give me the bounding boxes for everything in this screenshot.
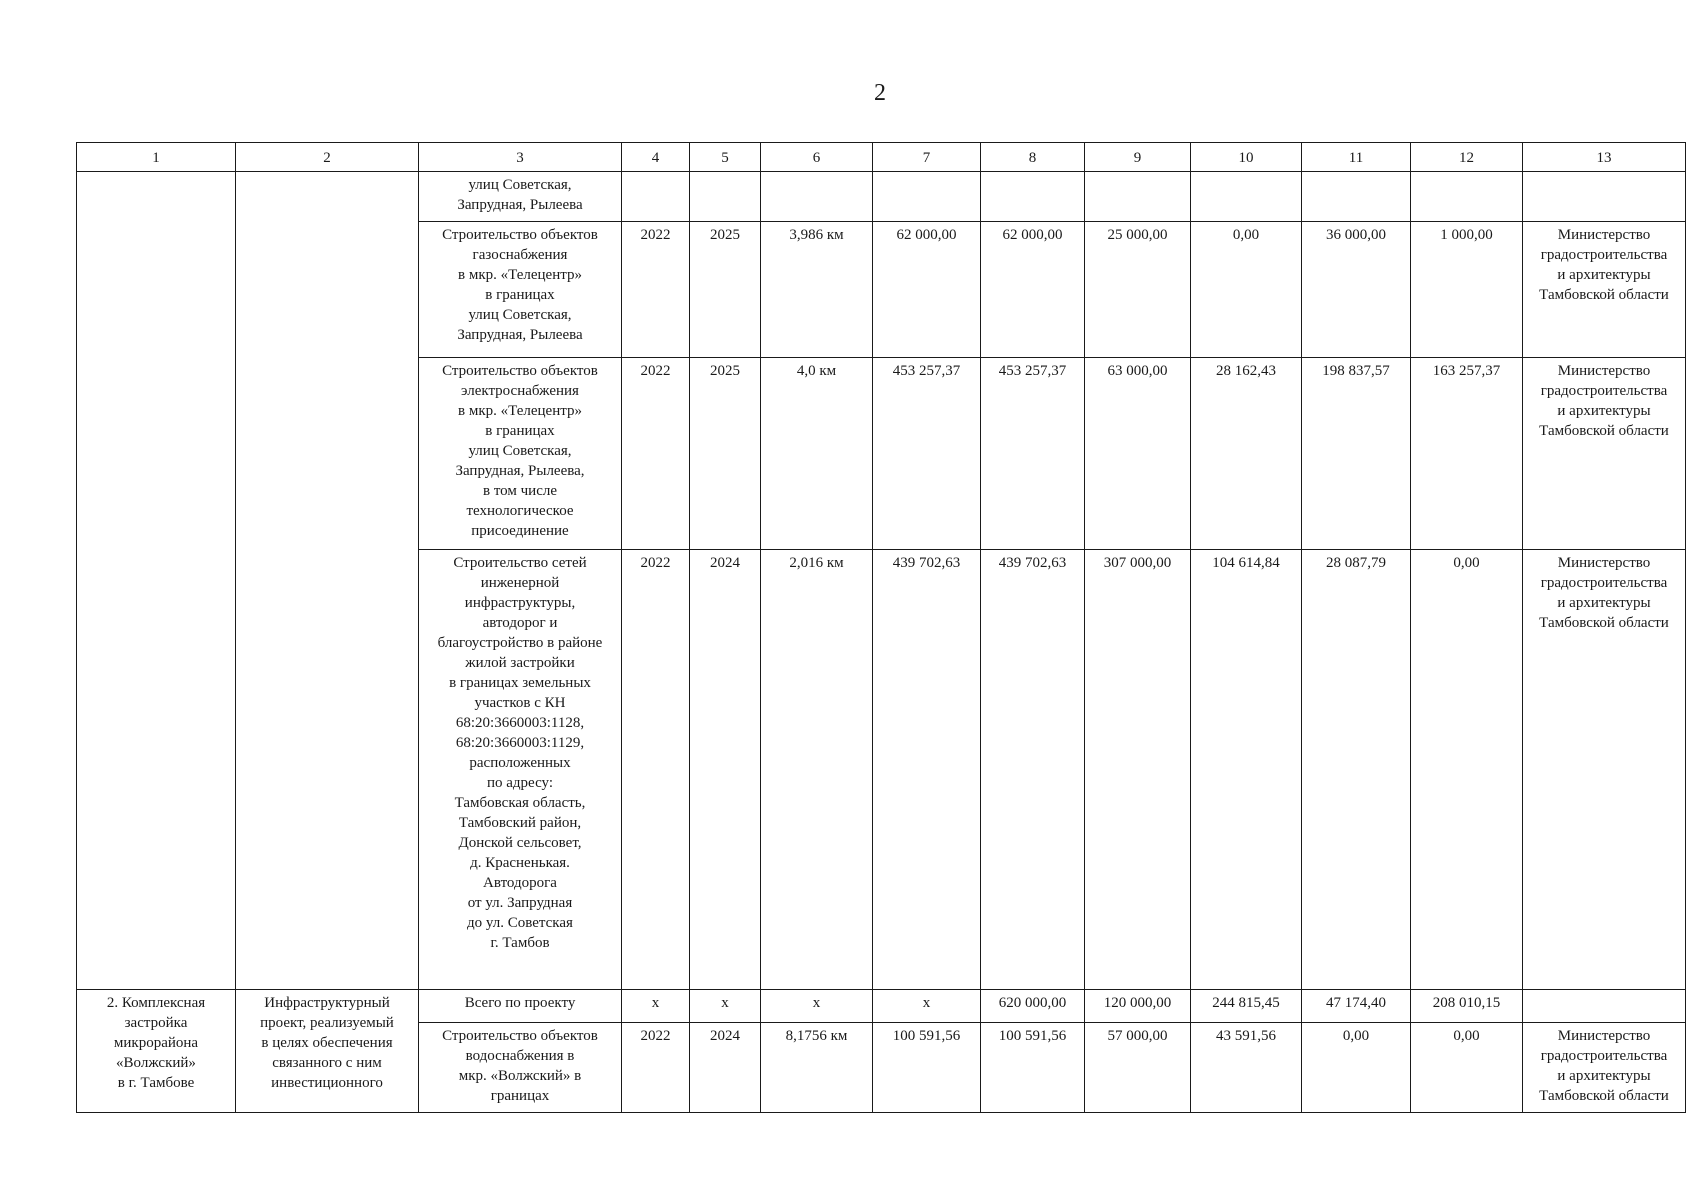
value-cell-c4: x [622,990,690,1023]
value-cell-c7: x [873,990,981,1023]
value-cell-c11: 47 174,40 [1302,990,1411,1023]
cell-line: Тамбовской области [1539,423,1669,439]
header-cell: 10 [1191,143,1302,172]
value-cell-c8: 453 257,37 [981,358,1085,550]
value-cell-c7: 439 702,63 [873,550,981,990]
cell-line: и архитектуры [1557,267,1651,283]
value-cell-c5: 2025 [690,222,761,358]
page-number: 2 [874,80,886,106]
header-cell: 1 [77,143,236,172]
value-cell-c5: 2025 [690,358,761,550]
value-cell-c5 [690,172,761,222]
object-name-cell [419,1023,622,1113]
value-cell-c10: 244 815,45 [1191,990,1302,1023]
value-cell-c7: 453 257,37 [873,358,981,550]
table-row [77,172,1686,222]
project-name-cell [77,990,236,1113]
cell-line: присоединение [471,523,569,539]
responsible-cell [1523,1023,1686,1113]
cell-line: Строительство сетей [453,555,587,571]
value-cell-c4: 2022 [622,1023,690,1113]
cell-line: Всего по проекту [464,995,576,1011]
cell-line: Тамбовской области [1539,1088,1669,1104]
value-cell-c8: 62 000,00 [981,222,1085,358]
cell-line: в г. Тамбове [117,1075,195,1091]
value-cell-c11: 198 837,57 [1302,358,1411,550]
value-cell-c10: 43 591,56 [1191,1023,1302,1113]
value-cell-c9: 307 000,00 [1085,550,1191,990]
value-cell-c6: 2,016 км [761,550,873,990]
value-cell-c12: 0,00 [1411,550,1523,990]
cell-line: Инфраструктурный [264,995,390,1011]
table-row [77,990,1686,1023]
value-cell-c5: x [690,990,761,1023]
cell-line: и архитектуры [1557,595,1651,611]
value-cell-c4: 2022 [622,550,690,990]
cell-line: газоснабжения [472,247,568,263]
responsible-cell [1523,550,1686,990]
value-cell-c10: 104 614,84 [1191,550,1302,990]
cell-line: в мкр. «Телецентр» [458,267,582,283]
header-cell: 2 [236,143,419,172]
object-name-cell [419,358,622,550]
value-cell-c5: 2024 [690,1023,761,1113]
value-cell-c9: 120 000,00 [1085,990,1191,1023]
cell-line: 68:20:3660003:1129, [455,735,585,751]
cell-line: в целях обеспечения [261,1035,393,1051]
cell-line: Запрудная, Рылеева, [455,463,585,479]
value-cell-c11: 36 000,00 [1302,222,1411,358]
object-name-cell [419,222,622,358]
value-cell-c11 [1302,172,1411,222]
value-cell-c8 [981,172,1085,222]
cell-line: Запрудная, Рылеева [457,327,583,343]
responsible-cell [1523,222,1686,358]
value-cell-c11: 28 087,79 [1302,550,1411,990]
cell-line: Министерство [1557,363,1651,379]
cell-line: технологическое [466,503,574,519]
cell-line: градостроительства [1540,575,1668,591]
cell-line: и архитектуры [1557,403,1651,419]
header-cell: 13 [1523,143,1686,172]
cell-line: Донской сельсовет, [458,835,582,851]
cell-line: улиц Советская, [468,443,572,459]
value-cell-c9: 57 000,00 [1085,1023,1191,1113]
cell-line: улиц Советская, [468,177,572,193]
cell-line: Строительство объектов [442,1028,598,1044]
value-cell-c12 [1411,172,1523,222]
header-cell: 8 [981,143,1085,172]
cell-line: расположенных [469,755,571,771]
cell-line: 2. Комплексная [106,995,206,1011]
object-name-cell [419,550,622,990]
cell-line: благоустройство в районе [437,635,603,651]
cell-line: Тамбовская область, [454,795,586,811]
cell-line: жилой застройки [465,655,575,671]
value-cell-c9 [1085,172,1191,222]
header-cell: 12 [1411,143,1523,172]
cell-line: мкр. «Волжский» в [458,1068,582,1084]
cell-line: Министерство [1557,1028,1651,1044]
value-cell-c8: 620 000,00 [981,990,1085,1023]
responsible-cell [1523,358,1686,550]
project-type-cell [236,990,419,1113]
cell-line: микрорайона [113,1035,199,1051]
cell-line: градостроительства [1540,383,1668,399]
value-cell-c12: 163 257,37 [1411,358,1523,550]
cell-line: инвестиционного [271,1075,383,1091]
value-cell-c9: 63 000,00 [1085,358,1191,550]
cell-line: г. Тамбов [490,935,550,951]
value-cell-c7: 100 591,56 [873,1023,981,1113]
cell-line: в том числе [482,483,558,499]
cell-line: Запрудная, Рылеева [457,197,583,213]
header-cell: 5 [690,143,761,172]
program-table [76,142,1686,1113]
cell-line: Строительство объектов [442,363,598,379]
cell-line: до ул. Советская [467,915,573,931]
responsible-cell [1523,172,1686,222]
cell-line: 68:20:3660003:1128, [455,715,585,731]
value-cell-c4 [622,172,690,222]
header-cell: 9 [1085,143,1191,172]
cell-line: инфраструктуры, [464,595,576,611]
value-cell-c6 [761,172,873,222]
header-cell: 7 [873,143,981,172]
cell-line: застройка [124,1015,188,1031]
value-cell-c6: x [761,990,873,1023]
project-type-cell [236,172,419,990]
value-cell-c12: 208 010,15 [1411,990,1523,1023]
cell-line: Министерство [1557,227,1651,243]
value-cell-c10: 0,00 [1191,222,1302,358]
cell-line: градостроительства [1540,247,1668,263]
cell-line: в мкр. «Телецентр» [458,403,582,419]
value-cell-c12: 0,00 [1411,1023,1523,1113]
cell-line: электроснабжения [461,383,579,399]
header-cell: 3 [419,143,622,172]
value-cell-c8: 439 702,63 [981,550,1085,990]
cell-line: границах [490,1088,550,1104]
object-name-cell [419,990,622,1023]
cell-line: «Волжский» [116,1055,196,1071]
object-name-cell [419,172,622,222]
value-cell-c6: 8,1756 км [761,1023,873,1113]
header-cell: 11 [1302,143,1411,172]
cell-line: Строительство объектов [442,227,598,243]
cell-line: улиц Советская, [468,307,572,323]
cell-line: Автодорога [483,875,557,891]
cell-line: и архитектуры [1557,1068,1651,1084]
value-cell-c4: 2022 [622,358,690,550]
header-cell: 4 [622,143,690,172]
value-cell-c7 [873,172,981,222]
cell-line: градостроительства [1540,1048,1668,1064]
value-cell-c5: 2024 [690,550,761,990]
cell-line: Тамбовской области [1539,615,1669,631]
value-cell-c12: 1 000,00 [1411,222,1523,358]
cell-line: участков с КН [474,695,566,711]
cell-line: автодорог и [482,615,558,631]
cell-line: Тамбовский район, [458,815,582,831]
cell-line: д. Красненькая. [470,855,570,871]
cell-line: водоснабжения в [465,1048,575,1064]
cell-line: в границах земельных [449,675,591,691]
cell-line: Тамбовской области [1539,287,1669,303]
value-cell-c10: 28 162,43 [1191,358,1302,550]
responsible-cell [1523,990,1686,1023]
cell-line: по адресу: [486,775,554,791]
cell-line: от ул. Запрудная [467,895,573,911]
header-row [77,143,1686,172]
value-cell-c7: 62 000,00 [873,222,981,358]
cell-line: связанного с ним [272,1055,382,1071]
cell-line: в границах [485,423,555,439]
value-cell-c6: 3,986 км [761,222,873,358]
value-cell-c11: 0,00 [1302,1023,1411,1113]
cell-line: проект, реализуемый [260,1015,394,1031]
value-cell-c10 [1191,172,1302,222]
value-cell-c4: 2022 [622,222,690,358]
value-cell-c9: 25 000,00 [1085,222,1191,358]
header-cell: 6 [761,143,873,172]
value-cell-c6: 4,0 км [761,358,873,550]
cell-line: Министерство [1557,555,1651,571]
cell-line: инженерной [480,575,560,591]
project-name-cell [77,172,236,990]
value-cell-c8: 100 591,56 [981,1023,1085,1113]
cell-line: в границах [485,287,555,303]
